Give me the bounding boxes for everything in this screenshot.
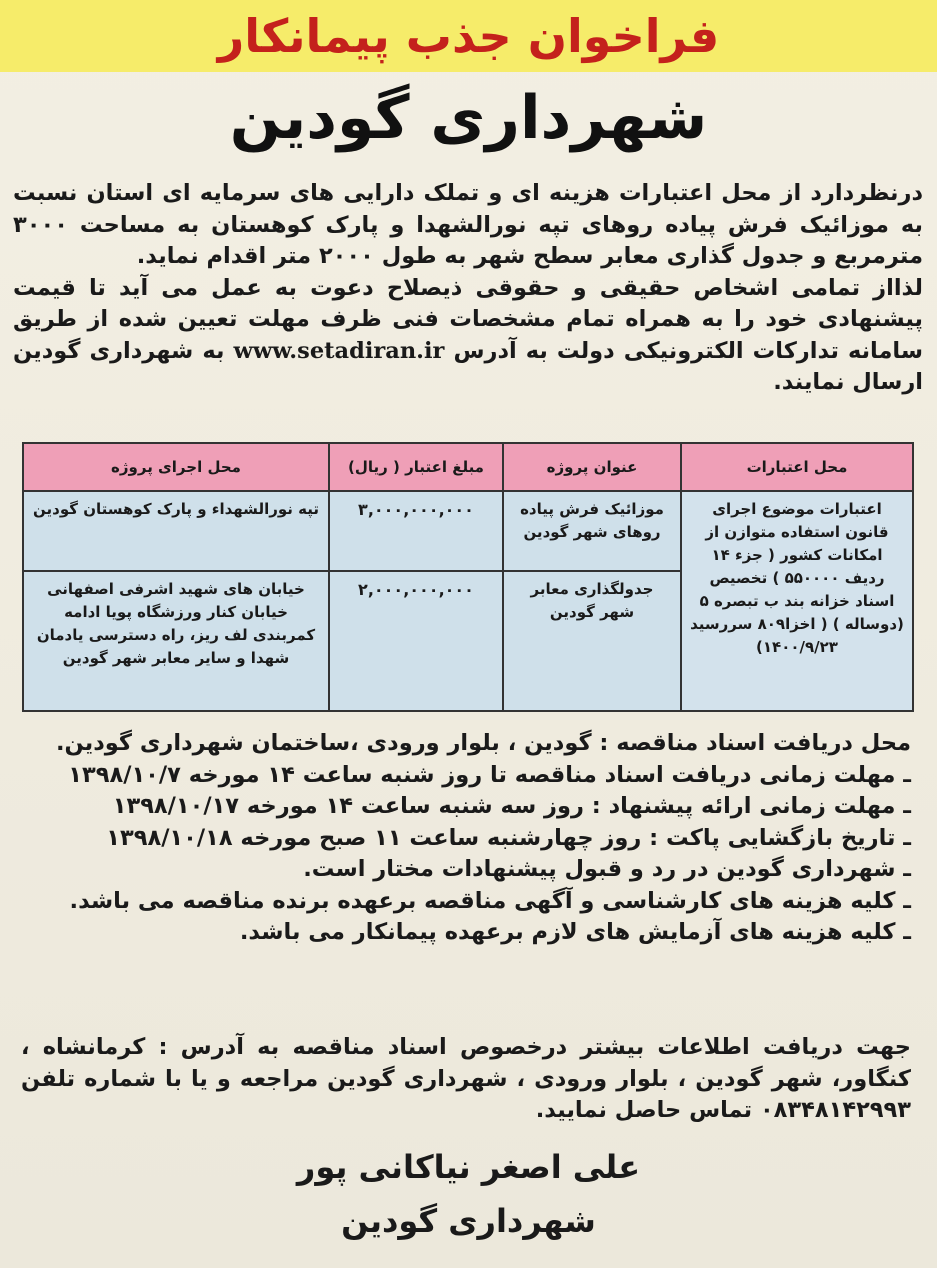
intro-paragraph-1: درنظردارد از محل اعتبارات هزینه ای و تملک دارایی های سرمایه ای استان نسبت به موزائیک فرش پیاده روهای تپه نورالشهدا و پارک کوهستان به مساحت ۳۰۰۰ مترمربع و جدول گذاری معابر سطح شهر به طول ۲۰۰۰ متر اقدام نماید. — [13, 180, 923, 269]
intro-paragraph-2-start: لذااز تمامی اشخاص حقیقی و حقوقی ذیصلاح دعوت به عمل می آید تا قیمت پیشنهادی خود را به همراه تمام مشخصات فنی ظرف مهلت تعیین شده از طریق سامانه تدارکات الکترونیکی دولت به آدرس — [13, 274, 923, 364]
project-location-cell: تپه نورالشهداء و پارک کوهستان گودین — [23, 491, 329, 571]
project-title-cell: موزائیک فرش پیاده روهای شهر گودین — [503, 491, 681, 571]
detail-line: ـ تاریخ بازگشایی پاکت : روز چهارشنبه ساعت ۱۱ صبح مورخه ۱۳۹۸/۱۰/۱۸ — [106, 824, 911, 851]
header-credit-amount: مبلغ اعتبار ( ریال) — [329, 443, 503, 491]
header-credit-source: محل اعتبارات — [681, 443, 913, 491]
detail-line: ـ مهلت زمانی دریافت اسناد مناقصه تا روز شنبه ساعت ۱۴ مورخه ۱۳۹۸/۱۰/۷ — [68, 761, 911, 788]
detail-line: محل دریافت اسناد مناقصه : گودین ، بلوار ورودی ،ساختمان شهرداری گودین. — [56, 730, 911, 756]
setadiran-url-link[interactable]: www.setadiran.ir — [233, 337, 445, 364]
table-header-row — [23, 443, 913, 491]
header-project-location: محل اجرای پروژه — [23, 443, 329, 491]
detail-line: ـ کلیه هزینه های آزمایش های لازم برعهده پیمانکار می باشد. — [239, 919, 911, 945]
detail-line: ـ مهلت زمانی ارائه پیشنهاد : روز سه شنبه ساعت ۱۴ مورخه ۱۳۹۸/۱۰/۱۷ — [112, 793, 911, 819]
intro-paragraph-2-end: به شهرداری گودین ارسال نمایند. — [13, 337, 923, 395]
detail-line: ـ شهرداری گودین در رد و قبول پیشنهادات مختار است. — [303, 856, 911, 882]
signatory-name: علی اصغر نیاکانی پور — [296, 1148, 641, 1186]
table-row — [23, 491, 913, 571]
detail-line: ـ کلیه هزینه های کارشناسی و آگهی مناقصه برعهده برنده مناقصه می باشد. — [69, 887, 911, 914]
tender-details — [21, 728, 911, 949]
credit-source-cell: اعتبارات موضوع اجرای قانون استفاده متوازن از امکانات کشور ( جزء ۱۴ ردیف ۵۵۰۰۰۰ ) تخصیص اسناد خزانه بند ب تبصره ۵ (دوساله ) ( اخزا۸۰۹ سررسید ۱۴۰۰/۹/۲۳) — [681, 491, 913, 711]
signatory-organization: شهرداری گودین — [341, 1202, 596, 1240]
banner-title: فراخوان جذب پیمانکار — [217, 9, 720, 63]
project-title-cell: جدولگذاری معابر شهر گودین — [503, 571, 681, 712]
organization-title: شهرداری گودین — [229, 83, 708, 153]
header-banner — [0, 0, 937, 72]
header-project-title: عنوان پروژه — [503, 443, 681, 491]
contact-info: جهت دریافت اطلاعات بیشتر درخصوص اسناد مناقصه به آدرس : کرمانشاه ، کنگاور، شهر گودین ، بلوار ورودی ، شهرداری گودین مراجعه و یا با شماره تلفن ۰۸۳۴۸۱۴۲۹۹۳ تماس حاصل نمایید. — [21, 1034, 911, 1123]
credit-amount-cell: ۲,۰۰۰,۰۰۰,۰۰۰ — [329, 571, 503, 712]
project-location-cell: خیابان های شهید اشرفی اصفهانی خیابان کنار ورزشگاه پویا ادامه کمربندی لف ریز، راه دسترسی یادمان شهدا و سایر معابر شهر گودین — [23, 571, 329, 712]
intro-text — [13, 178, 923, 399]
projects-table — [22, 442, 914, 712]
intro-paragraph-2 — [13, 273, 923, 399]
credit-amount-cell: ۳,۰۰۰,۰۰۰,۰۰۰ — [329, 491, 503, 571]
